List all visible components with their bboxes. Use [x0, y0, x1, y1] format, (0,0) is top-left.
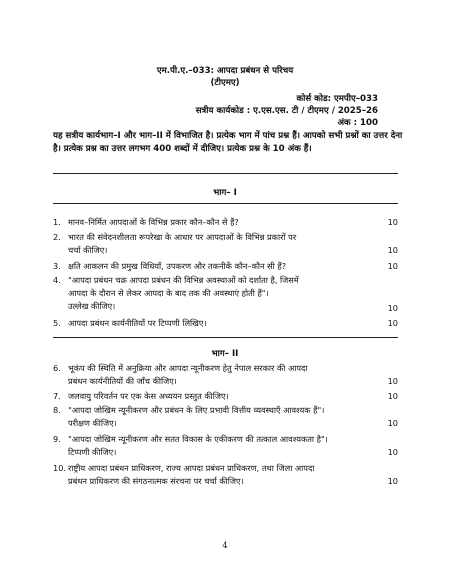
- question-marks: 10: [387, 476, 398, 486]
- question-text: प्रबंधन कार्यनीतियों की जाँच कीजिए।: [68, 376, 177, 387]
- question-text: चर्चा कीजिए।: [68, 245, 108, 256]
- question-number: 6.: [53, 363, 61, 373]
- question-text: "आपदा प्रबंधन चक्र आपदा प्रबंधन की विभिन्न अवस्थाओं को दर्शाता है, जिसमें: [68, 275, 299, 285]
- question-text: राष्ट्रीय आपदा प्रबंधन प्राधिकरण, राज्य आपदा प्रबंधन प्राधिकरण, तथा जिला आपदा: [68, 463, 315, 473]
- divider: [53, 337, 398, 338]
- question-text: जलवायु परिवर्तन पर एक केस अध्ययन प्रस्तुत कीजिए।: [68, 391, 229, 401]
- question-marks: 10: [387, 391, 398, 401]
- question-number: 3.: [53, 261, 61, 271]
- question-marks: 10: [387, 245, 398, 255]
- question-marks: 10: [387, 217, 398, 227]
- question-number: 5.: [53, 318, 61, 328]
- question-text: प्रबंधन प्राधिकरण की संगठनात्मक संरचना पर चर्चा कीजिए।: [68, 476, 244, 487]
- question-marks: 10: [387, 303, 398, 313]
- question-text: क्षति आकलन की प्रमुख विधियाँ, उपकरण और तकनीकें कौन–कौन सी हैं?: [68, 261, 287, 271]
- question-text: "आपदा जोखिम न्यूनीकरण और प्रबंधन के लिए प्रभावी वित्तीय व्यवस्थाएँ आवश्यक हैं"।: [68, 405, 325, 415]
- question-text: परीक्षण कीजिए।: [68, 418, 117, 429]
- question-number: 2.: [53, 232, 61, 242]
- course-code: कोर्स कोड: एमपीए–033: [296, 94, 378, 104]
- question-marks: 10: [387, 447, 398, 457]
- question-number: 10.: [53, 463, 67, 473]
- question-number: 4.: [53, 275, 61, 285]
- question-marks: 10: [387, 261, 398, 271]
- question-text: भूकंप की स्थिति में अनुक्रिया और आपदा न्यूनीकरण हेतु नेपाल सरकार की आपदा: [68, 363, 308, 373]
- question-text: आपदा प्रबंधन कार्यनीतियों पर टिप्पणी लिखिए।: [68, 318, 207, 328]
- question-marks: 10: [387, 376, 398, 386]
- total-marks: अंक : 100: [337, 118, 378, 128]
- instructions: यह सत्रीय कार्यभाग–I और भाग–II में विभाजित है। प्रत्येक भाग में पांच प्रश्न हैं। आपको सभी प्रश्नों का उत्तर देना है। प्रत्येक प्रश्न का उत्तर लगभग 400 शब्दों में दीजिए। प्रत्येक प्रश्न के 10 अंक हैं।: [53, 131, 403, 155]
- question-text: मानव–निर्मित आपदाओं के विभिन्न प्रकार कौन–कौन से हैं?: [68, 217, 239, 227]
- question-number: 1.: [53, 217, 61, 227]
- question-marks: 10: [387, 418, 398, 428]
- question-number: 9.: [53, 434, 61, 444]
- section-heading-part-2: भाग– II: [211, 349, 239, 359]
- question-text: भारत की संवेदनशीलता रूपरेखा के आधार पर आपदाओं के विभिन्न प्रकारों पर: [68, 232, 297, 242]
- divider: [53, 173, 398, 174]
- tma-label: (टीएमए): [210, 78, 240, 88]
- page-number: 4: [222, 540, 228, 550]
- assignment-code: सत्रीय कार्यकोड : ए.एस.एस. टी / टीएमए / 2025–26: [195, 106, 378, 116]
- question-text: उल्लेख कीजिए।: [68, 301, 116, 312]
- divider: [53, 203, 398, 204]
- question-text: आपदा के दौरान से लेकर आपदा के बाद तक की अवस्थाएं होती हैं"।: [68, 288, 269, 299]
- question-marks: 10: [387, 318, 398, 328]
- question-text: "आपदा जोखिम न्यूनीकरण और सतत विकास के एकीकरण की तत्काल आवश्यकता है"।: [68, 434, 328, 444]
- question-number: 7.: [53, 391, 61, 401]
- question-text: टिप्पणी कीजिए।: [68, 447, 117, 458]
- section-heading-part-1: भाग– I: [213, 188, 237, 198]
- course-title: एम.पी.ए.–033: आपदा प्रबंधन से परिचय: [156, 66, 294, 76]
- question-number: 8.: [53, 405, 61, 415]
